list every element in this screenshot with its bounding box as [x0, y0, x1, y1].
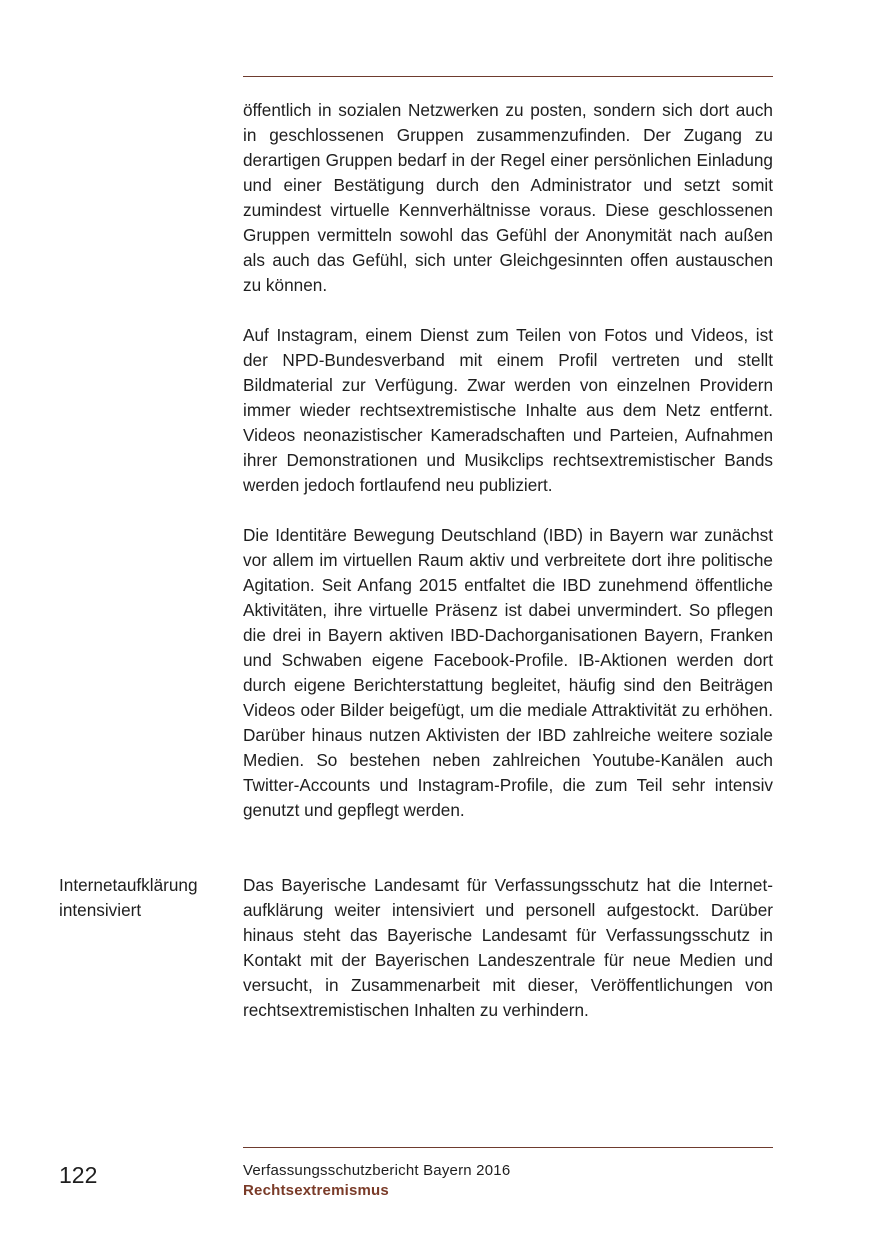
page-number: 122: [59, 1162, 98, 1188]
paragraph-internetaufklaerung: Das Bayerische Landesamt für Verfassungsschutz hat die Internetaufklärung weiter intensiviert und personell aufgestockt. Darüber hinaus steht das Bayerische Landesamt für Verfassungsschutz in Kontakt mit der Bayerischen Landeszentrale für neue Medien und versucht, in Zusammenarbeit mit dieser, Veröffentlichungen von rechtsextremistischen Inhalten zu verhindern.: [243, 875, 773, 1020]
footer-section-label: Rechtsextremismus: [243, 1182, 389, 1199]
footer-rule: [243, 1147, 773, 1148]
margin-note-internetaufklaerung: Internetaufklärung intensiviert: [59, 875, 198, 920]
paragraph-identitaere-bewegung: Die Identitäre Bewegung Deutschland (IBD) in Bayern war zunächst vor allem im virtuellen Raum aktiv und verbreitete dort ihre politische Agitation. Seit Anfang 2015 entfaltet die IBD zunehmend öffentliche Aktivitäten, ihre virtuelle Präsenz ist dabei unvermindert. So pflegen die drei in Bayern aktiven IBD-Dachorganisationen Bayern, Franken und Schwaben eigene Facebook-Profile. IB-Aktionen werden dort durch eigene Berichterstattung begleitet, häufig sind den Beiträgen Videos oder Bilder beigefügt, um die mediale Attraktivität zu erhöhen. Darüber hinaus nutzen Aktivisten der IBD zahlreiche weitere soziale Medien. So bestehen neben zahlreichen Youtube-Kanälen auch Twitter-Accounts und Instagram-Profile, die zum Teil sehr intensiv genutzt und gepflegt werden.: [243, 525, 773, 820]
footer-publication-title: Verfassungsschutzbericht Bayern 2016: [243, 1162, 511, 1179]
main-text-column: [243, 98, 773, 848]
paragraph-instagram: Auf Instagram, einem Dienst zum Teilen von Fotos und Videos, ist der NPD-Bundesverband mit einem Profil vertreten und stellt Bildmaterial zur Verfügung. Zwar werden von einzelnen Providern immer wieder rechtsextremistische Inhalte aus dem Netz entfernt. Videos neonazistischer Kameradschaften und Parteien, Aufnahmen ihrer Demonstrationen und Musikclips rechtsextremistischer Bands werden jedoch fortlaufend neu publiziert.: [243, 325, 773, 495]
paragraph-social-groups: öffentlich in sozialen Netzwerken zu posten, sondern sich dort auch in geschlossenen Gruppen zusammenzufinden. Der Zugang zu derartigen Gruppen bedarf in der Regel einer persönlichen Einladung und einer Bestätigung durch den Administrator und setzt somit zumindest virtuelle Kennverhältnisse voraus. Diese geschlossenen Gruppen vermitteln sowohl das Gefühl der Anonymität nach außen als auch das Gefühl, sich unter Gleichgesinnten offen austauschen zu können.: [243, 100, 773, 295]
header-rule: [243, 76, 773, 77]
